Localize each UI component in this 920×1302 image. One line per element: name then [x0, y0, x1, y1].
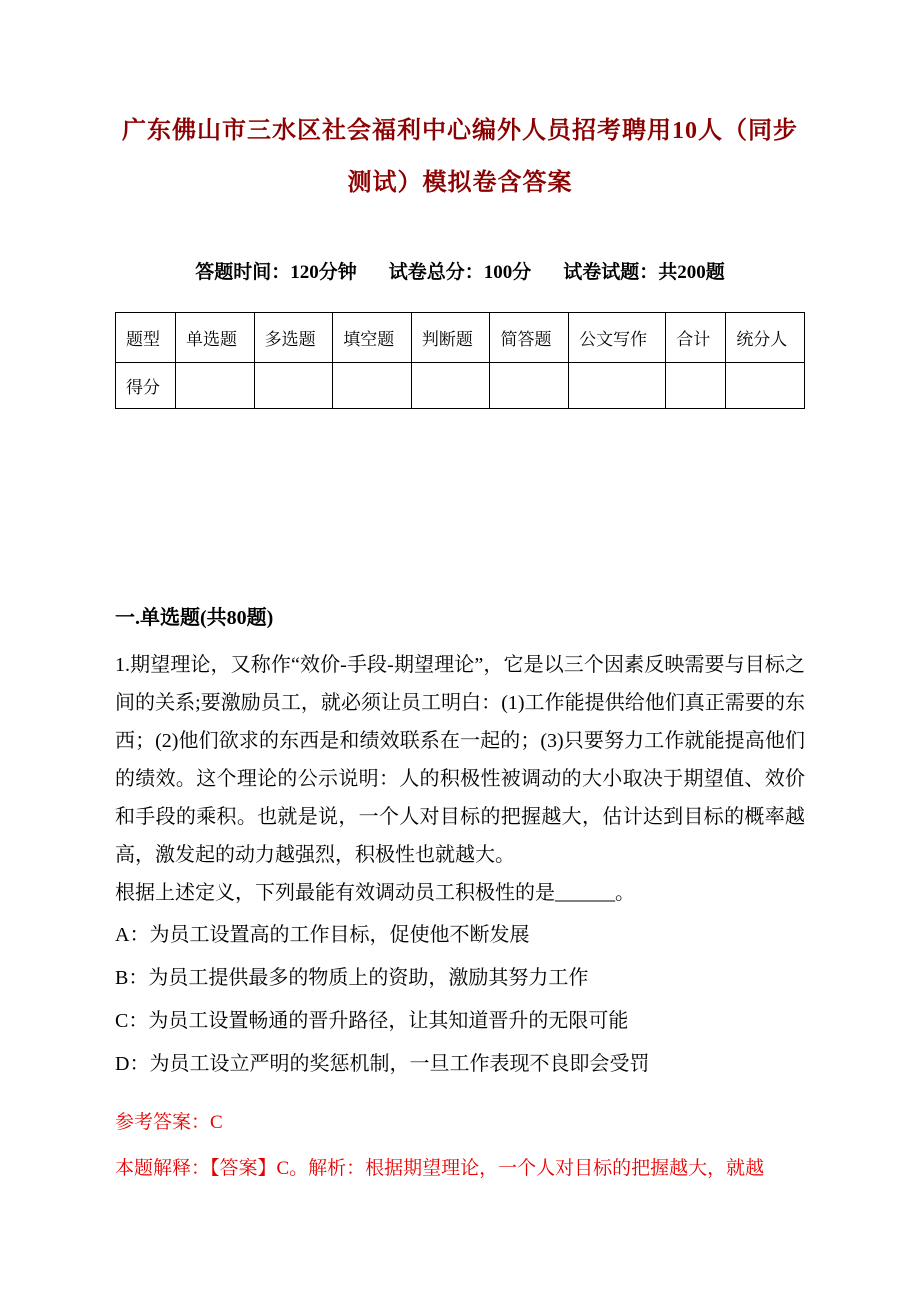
meta-total-score: 试卷总分：100分: [388, 262, 532, 284]
score-table-cell: [411, 363, 490, 409]
score-table-cell: [490, 363, 569, 409]
meta-total-questions: 试卷试题：共200题: [563, 262, 725, 284]
score-table-cell: [666, 363, 726, 409]
exam-meta-line: [115, 257, 805, 284]
score-table-cell: 题型: [116, 313, 176, 363]
score-table-cell: 合计: [666, 313, 726, 363]
section-heading: 一.单选题(共80题): [115, 607, 274, 630]
score-table-cell: 公文写作: [569, 313, 666, 363]
score-table-row: [116, 363, 805, 409]
score-table-cell: 统分人: [726, 313, 805, 363]
options-list: [115, 914, 805, 1086]
option-a: A：为员工设置高的工作目标，促使他不断发展: [115, 924, 530, 947]
option-d: D：为员工设立严明的奖惩机制，一旦工作表现不良即会受罚: [115, 1053, 650, 1076]
score-table-cell: [254, 363, 333, 409]
score-table-cell: 单选题: [176, 313, 255, 363]
score-table-row: [116, 313, 805, 363]
score-table: [115, 312, 805, 409]
answer-explanation: 本题解释：【答案】C。解析：根据期望理论，一个人对目标的把握越大，就越: [115, 1158, 765, 1180]
reference-answer: 参考答案：C: [115, 1112, 223, 1134]
question-body: 1.期望理论，又称作“效价-手段-期望理论”，它是以三个因素反映需要与目标之间的关系;要激励员工，就必须让员工明白：(1)工作能提供给他们真正需要的东西；(2)他们欲求的东西是和绩效联系在一起的；(3)只要努力工作就能提高他们的绩效。这个理论的公示说明：人的积极性被调动的大小取决于期望值、效价和手段的乘积。也就是说，一个人对目标的把握越大，估计达到目标的概率越高，激发起的动力越强烈，积极性也就越大。: [115, 654, 805, 867]
score-table-cell: [176, 363, 255, 409]
page-title: 广东佛山市三水区社会福利中心编外人员招考聘用10人（同步测试）模拟卷含答案: [122, 118, 798, 196]
score-table-cell: [726, 363, 805, 409]
score-table-cell: 判断题: [411, 313, 490, 363]
score-table-cell: [569, 363, 666, 409]
score-table-cell: 填空题: [333, 313, 412, 363]
score-table-cell: 多选题: [254, 313, 333, 363]
score-table-cell: 得分: [116, 363, 176, 409]
option-b: B：为员工提供最多的物质上的资助，激励其努力工作: [115, 967, 589, 990]
question-stem: 根据上述定义，下列最能有效调动员工积极性的是______。: [115, 882, 635, 905]
score-table-cell: [333, 363, 412, 409]
meta-answer-time: 答题时间：120分钟: [195, 262, 357, 284]
score-table-cell: 简答题: [490, 313, 569, 363]
option-c: C：为员工设置畅通的晋升路径，让其知道晋升的无限可能: [115, 1010, 629, 1033]
